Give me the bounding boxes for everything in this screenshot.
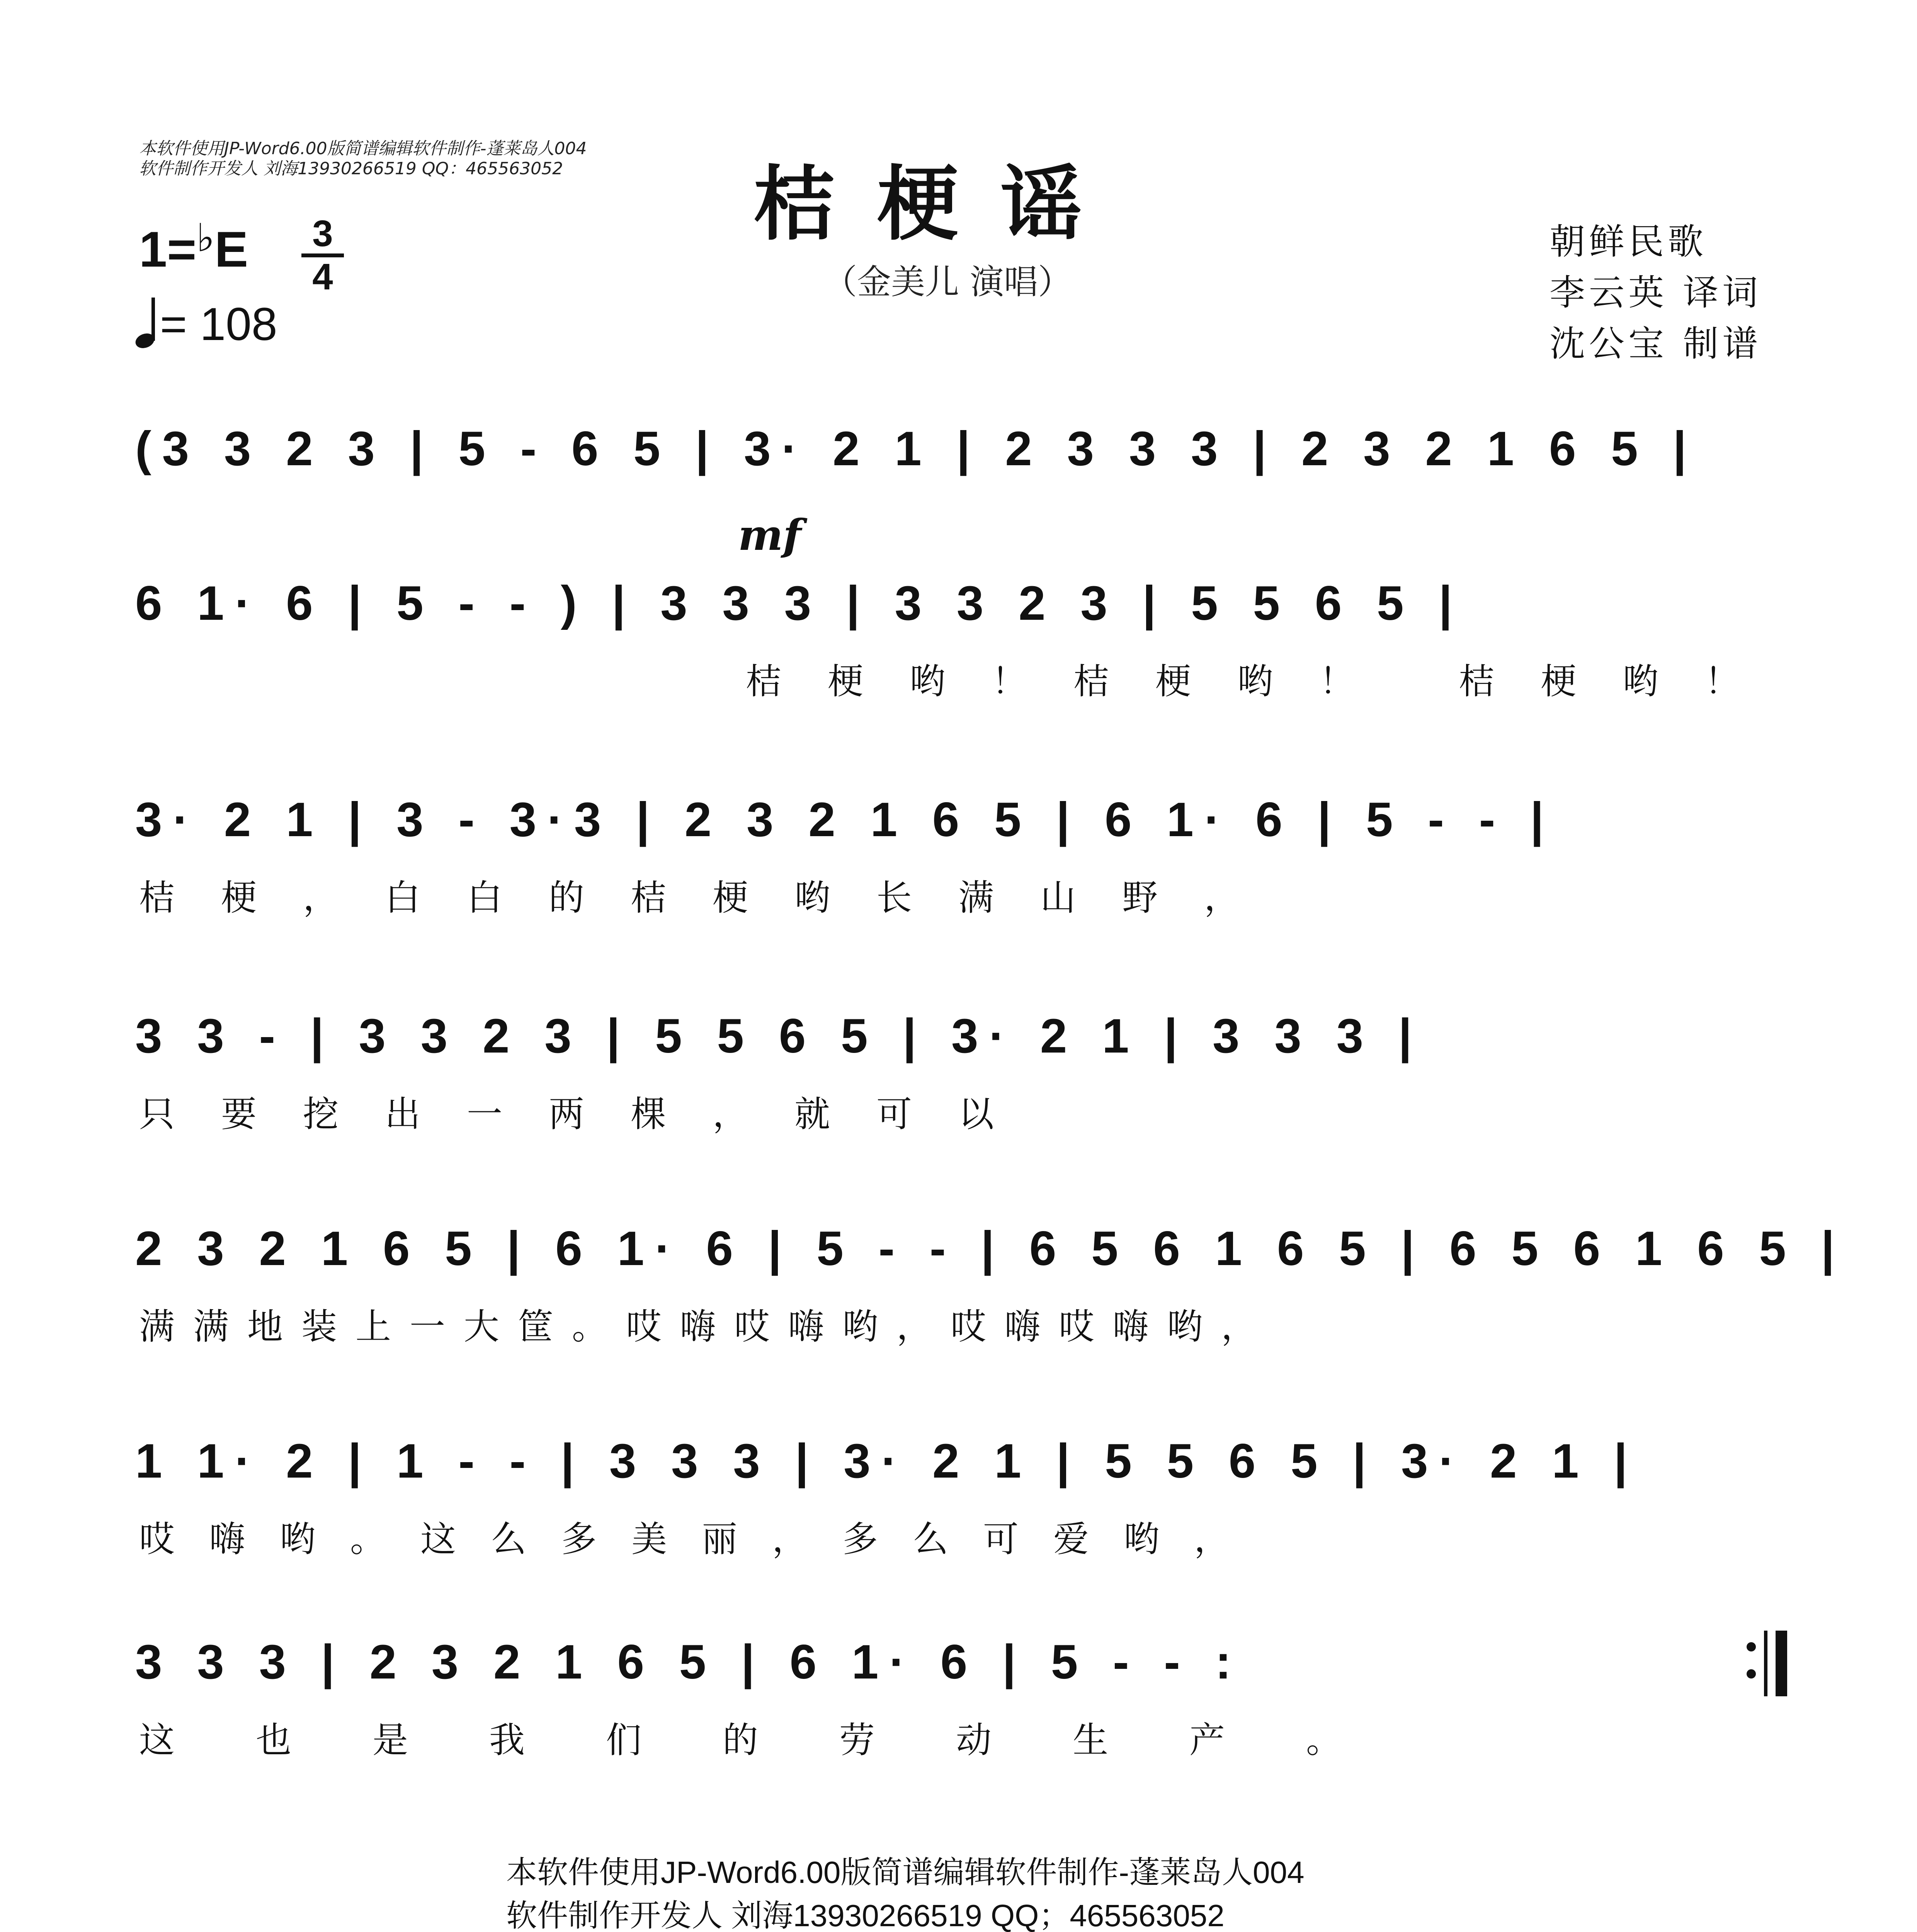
final-thick-barline — [1776, 1631, 1787, 1696]
score-line-3-notes: 3· 2 1 | 3 - 3·3 | 2 3 2 1 6 5 | 6 1· 6 | 5 - - | — [135, 793, 1555, 847]
score-line-2-notes: 6 1· 6 | 5 - - ) | 3 3 3 | 3 3 2 3 | 5 5 6 5 | — [135, 577, 1463, 630]
key-prefix: 1= — [139, 221, 197, 277]
score-line-4-notes: 3 3 - | 3 3 2 3 | 5 5 6 5 | 3· 2 1 | 3 3 3 | — [135, 1009, 1423, 1063]
score-line-5-notes: 2 3 2 1 6 5 | 6 1· 6 | 5 - - | 6 5 6 1 6 5 | 6 5 6 1 6 5 | — [135, 1222, 1846, 1276]
final-thin-barline — [1764, 1631, 1767, 1696]
footer-line-2: 软件制作开发人 刘海13930266519 QQ；465563052 — [506, 1898, 1225, 1932]
performer-subtitle: （金美儿 演唱） — [823, 262, 1072, 302]
time-signature — [301, 213, 344, 298]
credit-arranger: 沈公宝 制谱 — [1550, 323, 1762, 364]
watermark-line-2: 软件制作开发人 刘海13930266519 QQ：465563052 — [139, 159, 563, 179]
footer-line-1: 本软件使用JP-Word6.00版简谱编辑软件制作-蓬莱岛人004 — [506, 1855, 1305, 1889]
score-line-7-notes: 3 3 3 | 2 3 2 1 6 5 | 6 1· 6 | 5 - - : — [135, 1635, 1242, 1689]
key-note: E — [214, 221, 248, 277]
quarter-note-icon — [135, 298, 160, 348]
time-signature-top: 3 — [312, 213, 333, 254]
score-line-2-lyrics: 桔梗哟！桔梗哟！ 桔梗哟！ — [746, 661, 1787, 702]
score-line-6-lyrics: 哎嗨哟。这么多美丽，多么可爱哟， — [139, 1519, 1265, 1560]
credit-translator: 李云英 译词 — [1550, 272, 1762, 313]
watermark-line-1: 本软件使用JP-Word6.00版简谱编辑软件制作-蓬莱岛人004 — [139, 139, 587, 158]
credit-origin: 朝鲜民歌 — [1550, 221, 1708, 262]
key-signature — [139, 216, 248, 278]
song-title: 桔梗谣 — [754, 156, 1125, 252]
score-line-7-lyrics: 这也是我们的劳动生产。 — [139, 1719, 1423, 1761]
dynamic-marking: mf — [738, 510, 801, 560]
score-line-6-notes: 1 1· 2 | 1 - - | 3 3 3 | 3· 2 1 | 5 5 6 5 | 3· 2 1 | — [135, 1434, 1638, 1488]
credits-block — [1550, 216, 1762, 369]
score-line-3-lyrics: 桔梗，白白的桔梗哟长满山野， — [139, 877, 1286, 918]
tempo-marking — [135, 298, 277, 351]
time-signature-bottom: 4 — [312, 256, 333, 298]
score-line-4-lyrics: 只要挖出一两棵，就可以 — [139, 1094, 1041, 1135]
score-line-1-notes: (3 3 2 3 | 5 - 6 5 | 3· 2 1 | 2 3 3 3 | 2 3 2 1 6 5 | — [135, 422, 1698, 476]
repeat-dot-lower — [1747, 1669, 1756, 1679]
tempo-value: = 108 — [160, 298, 277, 350]
flat-sign: ♭ — [196, 216, 215, 260]
score-line-5-lyrics: 满满地装上一大筐。哎嗨哎嗨哟，哎嗨哎嗨哟， — [139, 1306, 1276, 1347]
repeat-dot-upper — [1747, 1642, 1756, 1651]
